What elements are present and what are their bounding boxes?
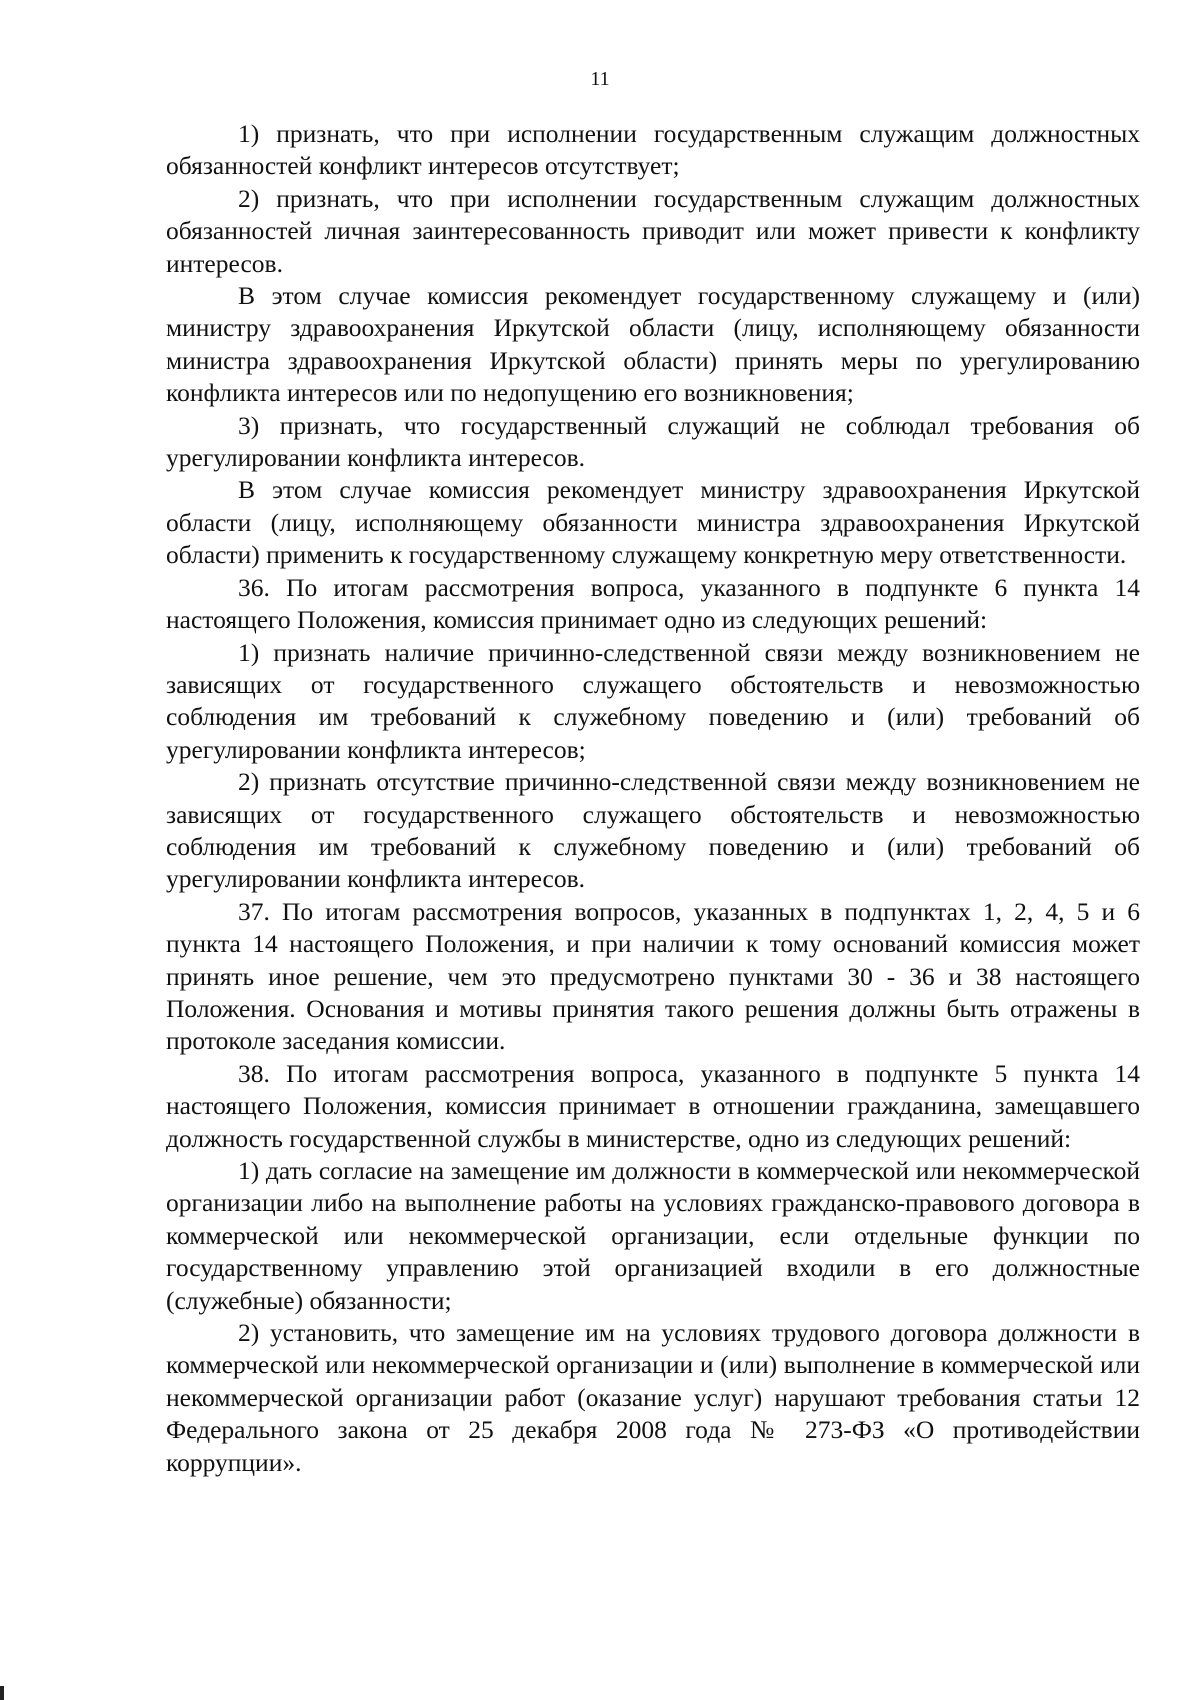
paragraph-38-item-1: 1) дать согласие на замещение им должности в коммерческой или некоммерческой организации либо на выполнение работы на условиях гражданско-правового договора в коммерческой или некоммерческой организации, если отдельные функции по государственному управлению этой организацией входили в его должностные (служебные) обязанности;	[166, 1156, 1140, 1315]
paragraph-item-3-requirements-not-met: 3) признать, что государственный служащий не соблюдал требования об урегулировании конфликта интересов.	[166, 410, 1140, 473]
paragraph-section-37: 37. По итогам рассмотрения вопросов, указанных в подпунктах 1, 2, 4, 5 и 6 пункта 14 настоящего Положения, и при наличии к тому оснований комиссия может принять иное решение, чем это предусмотрено пунктами 30 - 36 и 38 настоящего Положения. Основания и мотивы принятия такого решения должны быть отражены в протоколе заседания комиссии.	[166, 896, 1140, 1056]
paragraph-item-2-conflict-possible: 2) признать, что при исполнении государственным служащим должностных обязанностей личная заинтересованность приводит или может привести к конфликту интересов.	[166, 183, 1140, 278]
page-number: 11	[590, 68, 610, 90]
document-body	[166, 118, 1140, 1479]
paragraph-recommendation-liability: В этом случае комиссия рекомендует министру здравоохранения Иркутской области (лицу, исполняющему обязанности министра здравоохранения Иркутской области) применить к государственному служащему конкретную меру ответственности.	[166, 475, 1140, 570]
paragraph-36-item-2: 2) признать отсутствие причинно-следственной связи между возникновением не зависящих от государственного служащего обстоятельств и невозможностью соблюдения им требований к служебному поведению и (или) требований об урегулировании конфликта интересов.	[166, 767, 1140, 894]
paragraph-36-item-1: 1) признать наличие причинно-следственной связи между возникновением не зависящих от государственного служащего обстоятельств и невозможностью соблюдения им требований к служебному поведению и (или) требований об урегулировании конфликта интересов;	[166, 637, 1140, 764]
paragraph-section-38: 38. По итогам рассмотрения вопроса, указанного в подпункте 5 пункта 14 настоящего Положения, комиссия принимает в отношении гражданина, замещавшего должность государственной службы в министерстве, одно из следующих решений:	[166, 1058, 1140, 1153]
paragraph-recommendation-settlement: В этом случае комиссия рекомендует государственному служащему и (или) министру здравоохранения Иркутской области (лицу, исполняющему обязанности министра здравоохранения Иркутской области) принять меры по урегулированию конфликта интересов или по недопущению его возникновения;	[166, 281, 1140, 408]
paragraph-item-1-conflict-absent: 1) признать, что при исполнении государственным служащим должностных обязанностей конфликт интересов отсутствует;	[166, 119, 1140, 181]
scan-edge-mark	[0, 1686, 4, 1700]
paragraph-section-36: 36. По итогам рассмотрения вопроса, указанного в подпункте 6 пункта 14 настоящего Положения, комиссия принимает одно из следующих решений:	[166, 572, 1140, 635]
paragraph-38-item-2: 2) установить, что замещение им на условиях трудового договора должности в коммерческой или некоммерческой организации и (или) выполнение в коммерческой или некоммерческой организации работ (оказание услуг) нарушают требования статьи 12 Федерального закона от 25 декабря 2008 года № 273-ФЗ «О противодействии коррупции».	[166, 1318, 1140, 1477]
